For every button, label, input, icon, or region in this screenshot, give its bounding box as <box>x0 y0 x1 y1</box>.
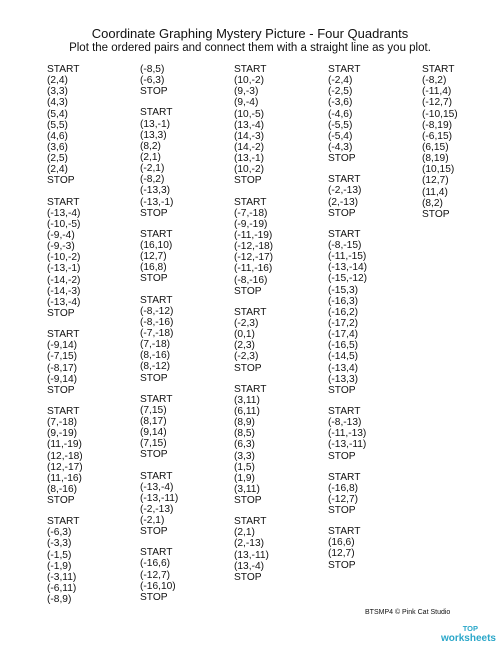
start-marker: START <box>234 383 267 395</box>
group-spacer <box>140 219 178 229</box>
coordinate-pair: (-12,7) <box>422 97 453 109</box>
group-spacer <box>234 187 273 197</box>
coordinate-pair: (13,-1) <box>234 153 265 165</box>
coordinate-pair: (13,-4) <box>234 119 265 131</box>
coordinate-pair: (5,5) <box>47 119 68 131</box>
group-spacer <box>47 506 83 516</box>
start-marker: START <box>140 393 173 405</box>
coordinate-pair: (-8,-13) <box>328 417 362 429</box>
coordinate-pair: (12,7) <box>328 548 355 560</box>
coordinate-pair: (-7,15) <box>47 351 78 363</box>
coordinate-pair: (14,-3) <box>234 130 265 142</box>
stop-marker: STOP <box>47 307 75 319</box>
coordinate-pair: (-8,5) <box>140 64 165 75</box>
start-marker: START <box>140 228 173 240</box>
start-marker: START <box>140 294 173 306</box>
coordinate-pair: (16,6) <box>328 537 355 549</box>
stop-marker: STOP <box>47 495 75 507</box>
coordinate-pair: (6,3) <box>234 439 255 451</box>
coordinate-pair: (-6,15) <box>422 130 453 142</box>
coordinate-pair: (-8,2) <box>140 174 165 186</box>
start-marker: START <box>328 526 361 538</box>
group-spacer <box>47 396 83 406</box>
coordinate-pair: (10,-5) <box>234 108 265 120</box>
coordinate-pair: (3,11) <box>234 394 260 406</box>
coordinate-pair: (-8,-16) <box>140 316 174 328</box>
coordinate-pair: (1,5) <box>234 461 255 473</box>
coordinate-pair: (-7,-18) <box>234 207 268 219</box>
coordinate-pair: (-3,11) <box>47 571 77 583</box>
coordinate-pair: (12,7) <box>422 175 449 187</box>
start-marker: START <box>328 405 361 417</box>
coordinate-pair: (-2,1) <box>140 163 165 175</box>
coordinate-pair: (9,-19) <box>47 428 78 440</box>
coordinate-pair: (9,14) <box>140 427 167 439</box>
coordinate-pair: (7,-18) <box>47 417 78 429</box>
stop-marker: STOP <box>328 559 356 571</box>
coordinate-pair: (5,4) <box>47 108 68 120</box>
coordinate-pair: (10,-2) <box>234 75 265 87</box>
stop-marker: STOP <box>140 372 168 384</box>
coordinate-pair: (13,-4) <box>234 560 265 572</box>
stop-marker: STOP <box>328 384 356 396</box>
start-marker: START <box>328 64 361 75</box>
coordinate-pair: (-8,19) <box>422 119 453 131</box>
coordinate-pair: (-9,-19) <box>234 218 268 230</box>
coordinate-pair: (-9,-3) <box>47 241 75 253</box>
logo-main-text: worksheets <box>440 633 496 644</box>
coordinate-pair: (-13,-11) <box>328 439 367 451</box>
coordinate-column-2 <box>140 64 178 603</box>
coordinate-pair: (-16,6) <box>140 558 171 570</box>
start-marker: START <box>234 196 267 208</box>
coordinate-pair: (-12,-18) <box>234 241 274 253</box>
coordinate-pair: (13,-11) <box>234 549 269 561</box>
coordinate-pair: (-9,-4) <box>47 229 75 241</box>
coordinate-pair: (8,5) <box>234 428 255 440</box>
stop-marker: STOP <box>234 571 262 583</box>
group-spacer <box>140 285 178 295</box>
coordinate-pair: (-2,-13) <box>140 503 174 515</box>
start-marker: START <box>234 64 267 75</box>
group-spacer <box>328 516 367 526</box>
coordinate-pair: (8,2) <box>422 197 443 209</box>
stop-marker: STOP <box>140 86 168 98</box>
coordinate-pair: (-16,2) <box>328 306 359 318</box>
coordinate-pair: (7,15) <box>140 404 167 416</box>
coordinate-pair: (-10,-5) <box>47 218 81 230</box>
start-marker: START <box>47 196 80 208</box>
coordinate-pair: (-11,-15) <box>328 251 367 263</box>
group-spacer <box>234 374 273 384</box>
coordinate-pair: (-4,3) <box>328 141 353 153</box>
coordinate-pair: (3,11) <box>234 483 260 495</box>
coordinate-pair: (-16,3) <box>328 295 359 307</box>
coordinate-pair: (16,8) <box>140 262 167 274</box>
stop-marker: STOP <box>328 450 356 462</box>
coordinate-pair: (-16,5) <box>328 340 359 352</box>
coordinate-pair: (-8,-15) <box>328 239 362 251</box>
coordinate-pair: (2,1) <box>140 151 161 163</box>
coordinate-pair: (-13,-4) <box>47 296 81 308</box>
coordinate-pair: (-17,2) <box>328 317 359 329</box>
coordinate-pair: (-8,9) <box>47 594 72 606</box>
copyright-credit: BTSMP4 © Pink Cat Studio <box>365 609 451 616</box>
coordinate-pair: (13,-1) <box>140 118 171 130</box>
coordinate-pair: (2,-13) <box>234 538 265 550</box>
coordinate-pair: (-11,-19) <box>234 229 273 241</box>
coordinate-pair: (-16,8) <box>328 482 359 494</box>
coordinate-pair: (-2,3) <box>234 351 259 363</box>
coordinate-pair: (11,-16) <box>47 472 82 484</box>
coordinate-pair: (8,19) <box>422 153 449 165</box>
coordinate-pair: (-13,-1) <box>47 263 81 275</box>
coordinate-pair: (-2,1) <box>140 515 165 527</box>
group-spacer <box>140 537 178 547</box>
coordinate-column-5 <box>422 64 458 220</box>
top-worksheets-logo <box>436 625 496 644</box>
coordinate-column-3 <box>234 64 273 583</box>
group-spacer <box>328 462 367 472</box>
coordinate-pair: (-2,4) <box>328 75 353 87</box>
coordinate-pair: (9,-4) <box>234 97 259 109</box>
coordinate-pair: (8,-16) <box>47 483 78 495</box>
coordinate-pair: (2,4) <box>47 164 68 176</box>
coordinate-pair: (-13,4) <box>328 362 359 374</box>
coordinate-pair: (10,15) <box>422 164 455 176</box>
coordinate-pair: (-3,6) <box>328 97 353 109</box>
coordinate-pair: (12,-17) <box>47 461 83 473</box>
coordinate-pair: (-10,-2) <box>47 252 81 264</box>
coordinate-pair: (0,1) <box>234 329 255 341</box>
start-marker: START <box>140 547 173 559</box>
coordinate-pair: (-1,9) <box>47 560 72 572</box>
coordinate-pair: (2,3) <box>234 340 255 352</box>
coordinate-pair: (-14,-2) <box>47 274 81 286</box>
coordinate-pair: (2,5) <box>47 153 68 165</box>
stop-marker: STOP <box>328 505 356 517</box>
coordinate-pair: (12,-18) <box>47 450 83 462</box>
start-marker: START <box>140 107 173 119</box>
group-spacer <box>328 219 367 229</box>
group-spacer <box>234 297 273 307</box>
stop-marker: STOP <box>140 449 168 461</box>
coordinate-pair: (-16,10) <box>140 580 176 592</box>
start-marker: START <box>47 64 80 75</box>
coordinate-pair: (8,2) <box>140 140 161 152</box>
coordinate-pair: (-8,-16) <box>234 274 268 286</box>
coordinate-pair: (9,-3) <box>234 86 259 98</box>
logo-top-text: TOP <box>462 624 478 633</box>
coordinate-pair: (2,1) <box>234 527 255 539</box>
start-marker: START <box>328 471 361 483</box>
coordinate-pair: (-7,-18) <box>140 327 174 339</box>
stop-marker: STOP <box>328 153 356 165</box>
group-spacer <box>234 506 273 516</box>
coordinate-pair: (3,3) <box>47 86 68 98</box>
group-spacer <box>47 319 83 329</box>
coordinate-pair: (3,6) <box>47 141 68 153</box>
coordinate-pair: (-9,14) <box>47 340 78 352</box>
coordinate-pair: (7,-18) <box>140 339 171 351</box>
coordinate-pair: (-6,11) <box>47 583 77 595</box>
coordinate-pair: (-5,4) <box>328 130 353 142</box>
coordinate-pair: (-3,3) <box>47 538 72 550</box>
coordinate-pair: (8,17) <box>140 415 167 427</box>
coordinate-pair: (-1,5) <box>47 549 72 561</box>
coordinate-pair: (4,3) <box>47 97 68 109</box>
coordinate-pair: (8,-12) <box>140 361 171 373</box>
coordinate-pair: (-13,-4) <box>140 481 174 493</box>
start-marker: START <box>47 516 80 528</box>
instructions: Plot the ordered pairs and connect them with a straight line as you plot. <box>69 42 431 54</box>
coordinate-pair: (-9,14) <box>47 373 78 385</box>
stop-marker: STOP <box>234 175 262 187</box>
coordinate-pair: (1,9) <box>234 472 255 484</box>
group-spacer <box>47 187 83 197</box>
coordinate-pair: (-11,-16) <box>234 263 273 275</box>
coordinate-pair: (-15,-12) <box>328 273 368 285</box>
coordinate-pair: (-12,7) <box>328 493 359 505</box>
start-marker: START <box>140 470 173 482</box>
coordinate-pair: (-14,-3) <box>47 285 81 297</box>
coordinate-column-1 <box>47 64 83 605</box>
coordinate-pair: (11,4) <box>422 186 448 198</box>
coordinate-pair: (-17,4) <box>328 329 359 341</box>
coordinate-pair: (11,-19) <box>47 439 82 451</box>
group-spacer <box>140 384 178 394</box>
coordinate-pair: (12,7) <box>140 251 167 263</box>
stop-marker: STOP <box>47 175 75 187</box>
coordinate-pair: (6,15) <box>422 141 449 153</box>
stop-marker: STOP <box>234 495 262 507</box>
start-marker: START <box>422 64 455 75</box>
coordinate-pair: (-6,3) <box>47 527 72 539</box>
coordinate-pair: (6,11) <box>234 405 260 417</box>
stop-marker: STOP <box>234 285 262 297</box>
coordinate-pair: (-2,3) <box>234 317 259 329</box>
coordinate-pair: (-12,7) <box>140 569 171 581</box>
stop-marker: STOP <box>422 208 450 220</box>
coordinate-pair: (-13,-11) <box>140 492 179 504</box>
coordinate-pair: (4,6) <box>47 130 68 142</box>
coordinate-pair: (8,-16) <box>140 350 171 362</box>
coordinate-pair: (8,9) <box>234 417 255 429</box>
coordinate-pair: (-14,5) <box>328 351 359 363</box>
coordinate-pair: (3,3) <box>234 450 255 462</box>
stop-marker: STOP <box>47 384 75 396</box>
coordinate-pair: (-4,6) <box>328 108 353 120</box>
coordinate-pair: (-13,3) <box>140 185 171 197</box>
coordinate-pair: (-13,-4) <box>47 207 81 219</box>
coordinate-pair: (-8,2) <box>422 75 447 87</box>
coordinate-pair: (-13,3) <box>328 373 359 385</box>
start-marker: START <box>47 329 80 341</box>
group-spacer <box>140 461 178 471</box>
coordinate-pair: (-8,17) <box>47 362 78 374</box>
start-marker: START <box>234 516 267 528</box>
stop-marker: STOP <box>140 591 168 603</box>
stop-marker: STOP <box>140 273 168 285</box>
coordinate-pair: (7,15) <box>140 438 167 450</box>
coordinate-pair: (10,-2) <box>234 164 265 176</box>
group-spacer <box>328 396 367 406</box>
group-spacer <box>140 97 178 107</box>
stop-marker: STOP <box>140 526 168 538</box>
coordinate-pair: (-15,3) <box>328 284 359 296</box>
coordinate-pair: (-2,-13) <box>328 185 362 197</box>
coordinate-pair: (-11,-13) <box>328 428 367 440</box>
coordinate-pair: (-12,-17) <box>234 252 274 264</box>
coordinate-pair: (16,10) <box>140 239 173 251</box>
coordinate-pair: (13,3) <box>140 129 167 141</box>
coordinate-column-4 <box>328 64 367 571</box>
coordinate-pair: (14,-2) <box>234 141 265 153</box>
coordinate-pair: (-5,5) <box>328 119 353 131</box>
start-marker: START <box>47 405 80 417</box>
coordinate-pair: (-6,3) <box>140 75 165 87</box>
start-marker: START <box>234 306 267 318</box>
coordinate-pair: (2,-13) <box>328 196 359 208</box>
coordinate-pair: (-13,-14) <box>328 262 368 274</box>
stop-marker: STOP <box>140 207 168 219</box>
coordinate-pair: (-10,15) <box>422 108 458 120</box>
coordinate-pair: (-11,4) <box>422 86 452 98</box>
start-marker: START <box>328 228 361 240</box>
page-title: Coordinate Graphing Mystery Picture - Four Quadrants <box>91 26 409 41</box>
start-marker: START <box>328 174 361 186</box>
coordinate-pair: (-8,-12) <box>140 305 174 317</box>
coordinate-pair: (-2,5) <box>328 86 353 98</box>
coordinate-pair: (2,4) <box>47 75 68 87</box>
group-spacer <box>328 164 367 174</box>
coordinate-pair: (-13,-1) <box>140 196 174 208</box>
stop-marker: STOP <box>328 207 356 219</box>
stop-marker: STOP <box>234 362 262 374</box>
